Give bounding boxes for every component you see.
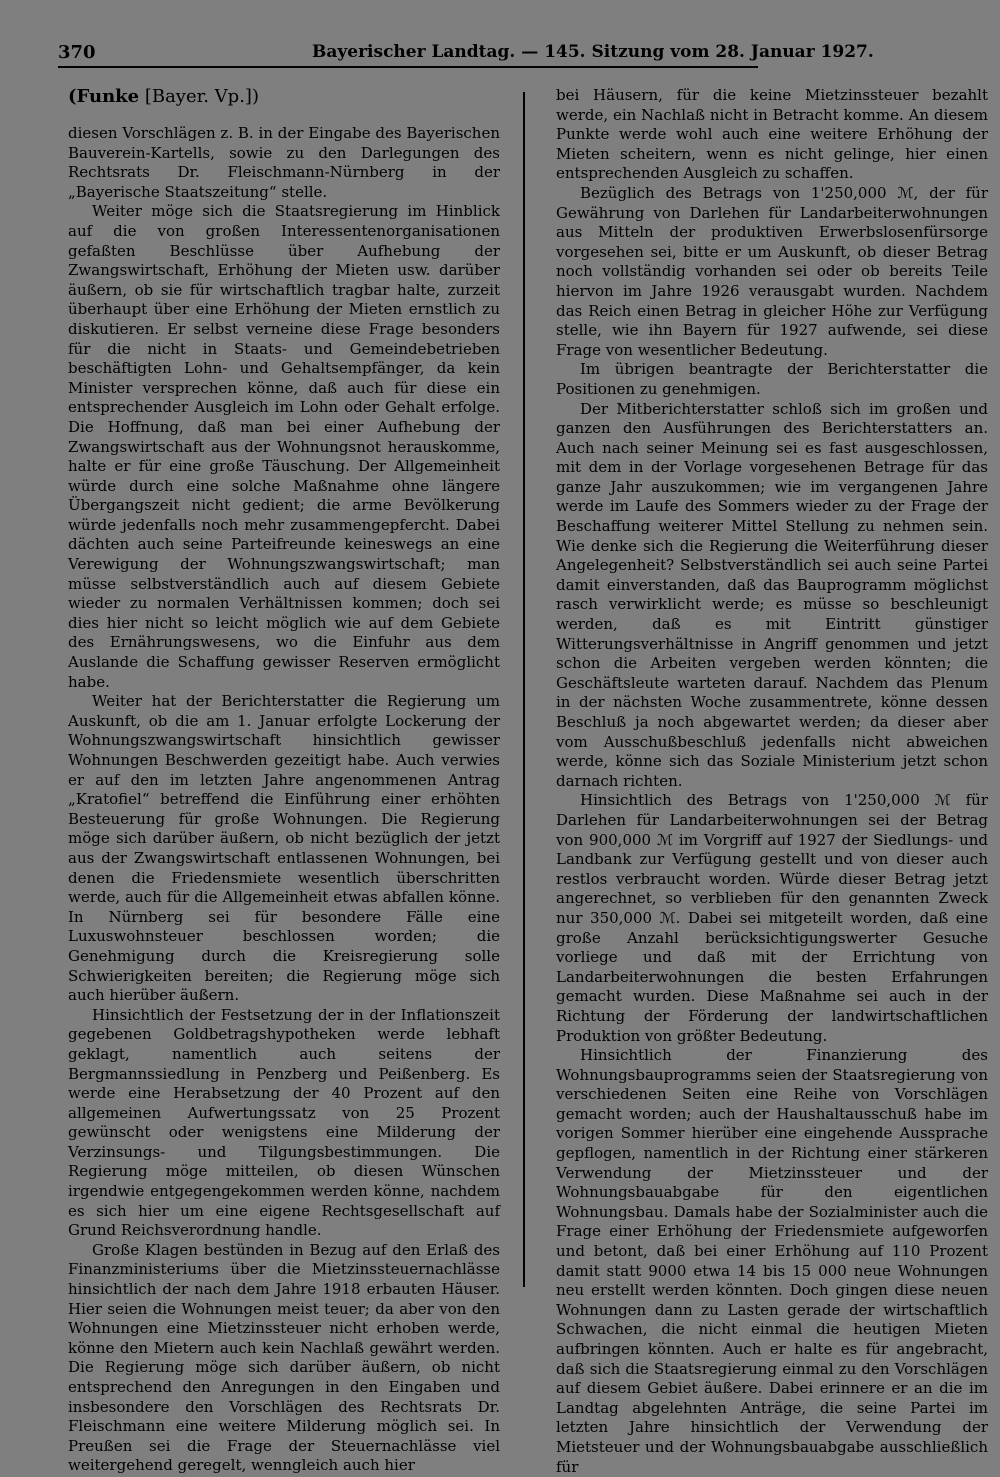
speaker-name: (Funke [68,86,140,107]
header-rule [58,66,758,68]
speaker-party: [Bayer. Vp.]) [144,86,259,107]
right-column [556,86,988,1477]
paragraph: Große Klagen bestünden in Bezug auf den Erlaß des Finanzministeriums über die Mietzinssteuernachlässe hinsichtlich der nach dem Jahre 1918 erbauten Häuser. Hier seien die Wohnungen meist teuer; da aber von den Wohnungen eine Mietzinssteuer nicht erhoben werde, könne den Mietern auch kein Nachlaß gewährt werden. Die Regierung möge sich darüber äußern, ob nicht entsprechend den Anregungen in den Eingaben und insbesondere den Vorschlägen des Rechtsrats Dr. Fleischmann eine weitere Milderung möglich sei. In Preußen sei die Frage der Steuernachlässe viel weitergehend geregelt, wenngleich auch hier [68,1240,500,1475]
paragraph: Der Mitberichterstatter schloß sich im großen und ganzen den Ausführungen des Berichterstatters an. Auch nach seiner Meinung sei es fast ausgeschlossen, mit dem in der Vorlage vorgesehenen Betrage für das ganze Jahr auszukommen; wie im vergangenen Jahre werde im Laufe des Sommers wieder zu der Frage der Beschaffung weiterer Mittel Stellung zu nehmen sein. Wie denke sich die Regierung die Weiterführung dieser Angelegenheit? Selbstverständlich sei auch seine Partei damit einverstanden, daß das Bauprogramm möglichst rasch verwirklicht werde; es müsse so beschleunigt werden, daß es mit Eintritt günstiger Witterungsverhältnisse in Angriff genommen und jetzt schon die Arbeiten vergeben werden könnten; die Geschäftsleute warteten darauf. Nachdem das Plenum in der nächsten Woche zusammentrete, könne dessen Beschluß ja noch abgewartet werden; da dieser aber vom Ausschußbeschluß jedenfalls nicht abweichen werde, könne sich das Soziale Ministerium jetzt schon darnach richten. [556,399,988,790]
speaker-line [68,86,259,107]
paragraph: bei Häusern, für die keine Mietzinssteuer bezahlt werde, ein Nachlaß nicht in Betracht komme. An diesem Punkte werde wohl auch eine weitere Erhöhung der Mieten scheitern, wenn es nicht gelinge, hier einen entsprechenden Ausgleich zu schaffen. [556,86,988,183]
paragraph: Weiter hat der Berichterstatter die Regierung um Auskunft, ob die am 1. Januar erfolgte Lockerung der Wohnungszwangswirtschaft hinsichtlich gewisser Wohnungen Beschwerden gezeitigt habe. Auch verwies er auf den im letzten Jahre angenommenen Antrag „Kratofiel“ betreffend die Einführung einer erhöhten Besteuerung für große Wohnungen. Die Regierung möge sich darüber äußern, ob nicht bezüglich der jetzt aus der Zwangswirtschaft entlassenen Wohnungen, bei denen die Friedensmiete wesentlich überschritten werde, auch für die Allgemeinheit etwas abfallen könne. In Nürnberg sei für besondere Fälle eine Luxuswohnsteuer beschlossen worden; die Genehmigung durch die Kreisregierung solle Schwierigkeiten bereiten; die Regierung möge sich auch hierüber äußern. [68,692,500,1005]
paragraph: Hinsichtlich der Finanzierung des Wohnungsbauprogramms seien der Staatsregierung von verschiedenen Seiten eine Reihe von Vorschlägen gemacht worden; auch der Haushaltausschuß habe im vorigen Sommer hierüber eine eingehende Aussprache gepflogen, namentlich in der Richtung einer stärkeren Verwendung der Mietzinssteuer und der Wohnungsbauabgabe für den eigentlichen Wohnungsbau. Damals habe der Sozialminister auch die Frage einer Erhöhung der Friedensmiete aufgeworfen und betont, daß bei einer Erhöhung auf 110 Prozent damit statt 9000 etwa 14 bis 15 000 neue Wohnungen neu erstellt werden könnten. Doch gingen diese neuen Wohnungen dann zu Lasten gerade der wirtschaftlich Schwachen, die nicht einmal die heutigen Mieten aufbringen könnten. Auch er halte es für angebracht, daß sich die Staatsregierung einmal zu den Vorschlägen auf diesem Gebiet äußere. Dabei erinnere er an die im Landtag abgelehnten Anträge, die seine Partei im letzten Jahre hinsichtlich der Verwendung der Mietsteuer und der Wohnungsbauabgabe ausschließlich für [556,1046,988,1476]
paragraph: Weiter möge sich die Staatsregierung im Hinblick auf die von großen Interessentenorganisationen gefaßten Beschlüsse über Aufhebung der Zwangswirtschaft, Erhöhung der Mieten usw. darüber äußern, ob sie für wirtschaftlich tragbar halte, zurzeit überhaupt über eine Erhöhung der Mieten ernstlich zu diskutieren. Er selbst verneine diese Frage besonders für die nicht in Staats- und Gemeindebetrieben beschäftigten Lohn- und Gehaltsempfänger, da kein Minister versprechen könne, daß auch für diese ein entsprechender Ausgleich im Lohn oder Gehalt erfolge. Die Hoffnung, daß man bei einer Aufhebung der Zwangswirtschaft aus der Wohnungsnot herauskomme, halte er für eine große Täuschung. Der Allgemeinheit würde durch eine solche Maßnahme ohne längere Übergangszeit nicht gedient; die arme Bevölkerung würde jedenfalls noch mehr zusammengepfercht. Dabei dächten auch seine Parteifreunde keineswegs an eine Verewigung der Wohnungszwangswirtschaft; man müsse selbstverständlich auch auf diesem Gebiete wieder zu normalen Verhältnissen kommen; doch sei dies hier nicht so leicht möglich wie auf dem Gebiete des Ernährungswesens, wo die Einfuhr aus dem Auslande die Schaffung gewisser Reserven ermöglicht habe. [68,202,500,691]
page-number: 370 [58,42,96,63]
left-column [68,124,500,1476]
paragraph: Hinsichtlich des Betrags von 1'250,000 ℳ für Darlehen für Landarbeiterwohnungen sei der Betrag von 900,000 ℳ im Vorgriff auf 1927 der Siedlungs- und Landbank zur Verfügung gestellt und von dieser auch restlos verbraucht worden. Würde dieser Betrag jetzt angerechnet, so verblieben für den genannten Zweck nur 350,000 ℳ. Dabei sei mitgeteilt worden, daß eine große Anzahl berücksichtigungswerter Gesuche vorliege und daß mit der Errichtung von Landarbeiterwohnungen die besten Erfahrungen gemacht wurden. Diese Maßnahme sei auch in der Richtung der Förderung der landwirtschaftlichen Produktion von größter Bedeutung. [556,791,988,1045]
paragraph: Hinsichtlich der Festsetzung der in der Inflationszeit gegebenen Goldbetragshypotheken werde lebhaft geklagt, namentlich auch seitens der Bergmannssiedlung in Penzberg und Peißenberg. Es werde eine Herabsetzung der 40 Prozent auf den allgemeinen Aufwertungssatz von 25 Prozent gewünscht oder wenigstens eine Milderung der Verzinsungs- und Tilgungsbestimmungen. Die Regierung möge mitteilen, ob diesen Wünschen irgendwie entgegengekommen werden könne, nachdem es sich hier um eine eigene Rechtsgesellschaft auf Grund Reichsverordnung handle. [68,1005,500,1240]
paragraph: Im übrigen beantragte der Berichterstatter die Positionen zu genehmigen. [556,360,988,398]
column-divider [523,92,525,1287]
paragraph: diesen Vorschlägen z. B. in der Eingabe des Bayerischen Bauverein-Kartells, sowie zu den Darlegungen des Rechtsrats Dr. Fleischmann-Nürnberg in der „Bayerische Staatszeitung“ stelle. [68,124,500,201]
running-title: Bayerischer Landtag. — 145. Sitzung vom 28. Januar 1927. [312,42,874,62]
paragraph: Bezüglich des Betrags von 1'250,000 ℳ, der für Gewährung von Darlehen für Landarbeiterwohnungen aus Mitteln der produktiven Erwerbslosenfürsorge vorgesehen sei, bitte er um Auskunft, ob dieser Betrag noch vollständig vorhanden sei oder ob bereits Teile hiervon im Jahre 1926 verausgabt wurden. Nachdem das Reich einen Betrag in gleicher Höhe zur Verfügung stelle, wie ihn Bayern für 1927 aufwende, sei diese Frage von wesentlicher Bedeutung. [556,183,988,359]
